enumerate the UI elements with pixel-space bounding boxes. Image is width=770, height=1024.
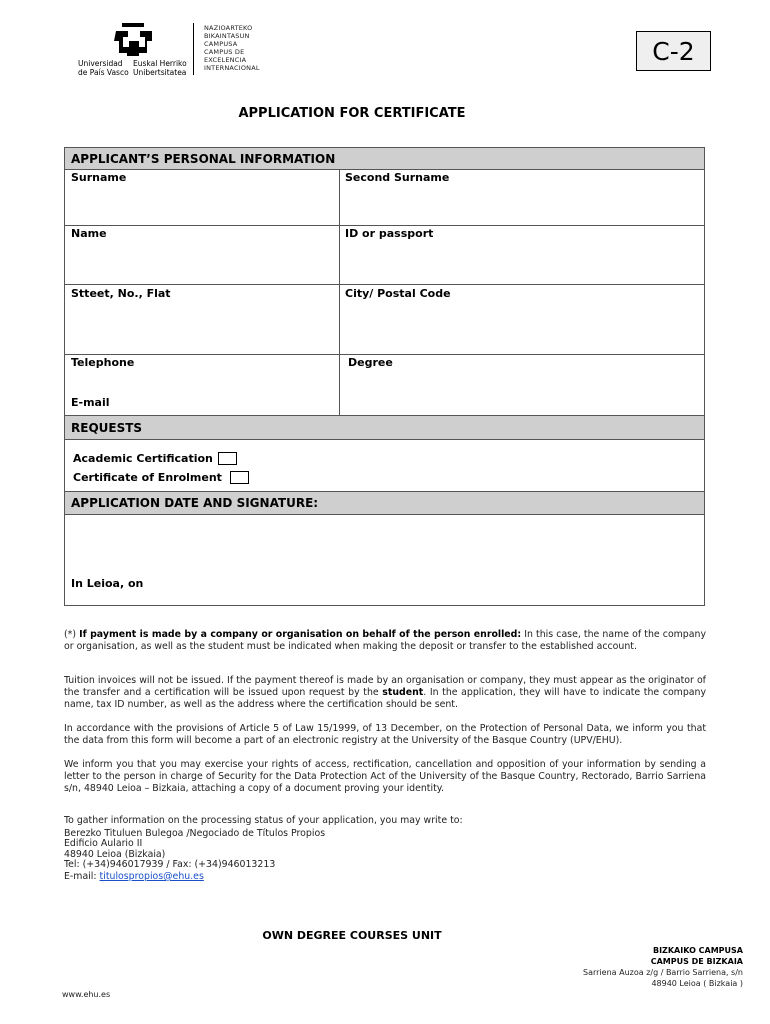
payment-note — [64, 629, 706, 653]
requests-heading — [65, 415, 704, 440]
website-link[interactable]: www.ehu.es — [62, 990, 111, 999]
campus-address — [583, 945, 743, 989]
note-bold: If payment is made by a company or organisation on behalf of the person enrolled: — [79, 629, 522, 640]
campus-name-eu: BIZKAIKO CAMPUSA — [652, 946, 743, 955]
street-field[interactable] — [66, 301, 338, 353]
place-date-label: In Leioa, on — [71, 577, 144, 590]
requests-heading-text: REQUESTS — [71, 420, 143, 435]
campus-logo-line: NAZIOARTEKO — [204, 24, 253, 32]
campus-logo-line: BIKAINTASUN — [204, 32, 250, 40]
id-passport-label: ID or passport — [345, 227, 434, 240]
campus-name-es: CAMPUS DE BIZKAIA — [650, 957, 743, 966]
academic-certification-label: Academic Certification — [73, 452, 213, 465]
campus-logo-line: EXCELENCIA — [204, 56, 247, 64]
contact-phones: Tel: (+34)946017939 / Fax: (+34)946013213 — [64, 858, 276, 870]
note-bold: student — [382, 686, 424, 698]
email-label: E-mail — [71, 396, 110, 409]
telephone-label: Telephone — [71, 356, 135, 369]
data-protection-note: In accordance with the provisions of Article 5 of Law 15/1999, of 13 December, on the Protection of Personal Data, we inform you that the data from this form will become a part of an electronic registry at the University of the Basque Country (UPV/EHU). — [64, 723, 706, 746]
note-text: Tuition invoices will not be issued. If the payment thereof is made by an organisation or company, they must appear as the originator of the transfer and a certification will be issued upon request by the — [64, 675, 706, 698]
id-passport-field[interactable] — [341, 241, 703, 283]
contact-intro: To gather information on the processing status of your application, you may write to: — [64, 815, 463, 826]
name-label: Name — [71, 227, 107, 240]
unit-name: OWN DEGREE COURSES UNIT — [262, 929, 442, 942]
enrolment-certificate-label: Certificate of Enrolment — [73, 471, 222, 484]
logo-text-eu-2: Unibertsitatea — [133, 68, 187, 77]
city-postal-label: City/ Postal Code — [345, 287, 451, 300]
contact-email-link[interactable]: titulospropios@ehu.es — [99, 871, 204, 883]
logo-text-eu-1: Euskal Herriko — [133, 59, 187, 68]
academic-certification-checkbox[interactable] — [218, 452, 237, 465]
column-divider — [339, 170, 340, 416]
form-code-box: C-2 — [636, 31, 711, 71]
rights-note: We inform you that you may exercise your rights of access, rectification, cancellation and opposition of your information by sending a letter to the person in charge of Security for the Data Protection Act of the University of the Basque Country, Rectorado, Barrio Sarriena s/n, 48940 Leioa – Bizkaia, attaching a copy of a document proving your identity. — [64, 759, 706, 794]
second-surname-label: Second Surname — [345, 171, 450, 184]
personal-info-heading-text: APPLICANT’S PERSONAL INFORMATION — [71, 151, 336, 166]
contact-email-label: E-mail: — [64, 871, 100, 883]
signature-area[interactable] — [66, 516, 703, 604]
campus-logo-line: CAMPUSA — [204, 40, 238, 48]
university-emblem-icon — [108, 22, 160, 56]
contact-block — [64, 816, 463, 882]
campus-logo-line: INTERNACIONAL — [204, 64, 260, 72]
logo-text-es-1: Universidad — [78, 59, 123, 68]
city-postal-field[interactable] — [341, 301, 703, 353]
date-signature-heading-text: APPLICATION DATE AND SIGNATURE: — [71, 496, 319, 510]
contact-email-row — [64, 872, 463, 882]
personal-info-heading — [65, 148, 704, 170]
row-divider — [65, 354, 704, 355]
second-surname-field[interactable] — [341, 185, 703, 224]
application-form — [64, 147, 705, 606]
surname-label: Surname — [71, 171, 127, 184]
logo-text-es-2: de País Vasco — [78, 68, 129, 77]
note-prefix: (*) — [64, 629, 80, 640]
date-signature-heading — [65, 491, 704, 515]
contact-office: Berezko Tituluen Bulegoa /Negociado de Títulos Propios — [64, 828, 326, 840]
row-divider — [65, 225, 704, 226]
contact-postal: 48940 Leioa (Bizkaia) — [64, 848, 166, 860]
degree-field[interactable] — [341, 370, 703, 414]
street-label: Stteet, No., Flat — [71, 287, 171, 300]
note-text: . In the application, they will have to indicate the company name, tax ID number, as well as the address where the certification should be sent. — [64, 686, 706, 710]
page-title: APPLICATION FOR CERTIFICATE — [238, 106, 466, 121]
campus-logo-line: CAMPUS DE — [204, 48, 245, 56]
university-logo — [78, 22, 188, 80]
campus-city: 48940 Leioa ( Bizkaia ) — [651, 979, 743, 988]
name-field[interactable] — [66, 241, 338, 283]
campus-excellence-logo — [204, 24, 260, 72]
degree-label: Degree — [348, 356, 393, 369]
telephone-field[interactable] — [66, 370, 338, 392]
enrolment-certificate-checkbox[interactable] — [230, 471, 249, 484]
row-divider — [65, 284, 704, 285]
contact-building: Edificio Aulario II — [64, 838, 143, 850]
note-text: In this case, the name of the company or organisation, as well as the student must be indicated when making the deposit or transfer to the established account. — [64, 629, 706, 652]
surname-field[interactable] — [66, 185, 338, 224]
campus-street: Sarriena Auzoa z/g / Barrio Sarriena, s/n — [583, 968, 743, 977]
invoice-note — [64, 675, 706, 710]
logo-divider — [193, 23, 194, 75]
